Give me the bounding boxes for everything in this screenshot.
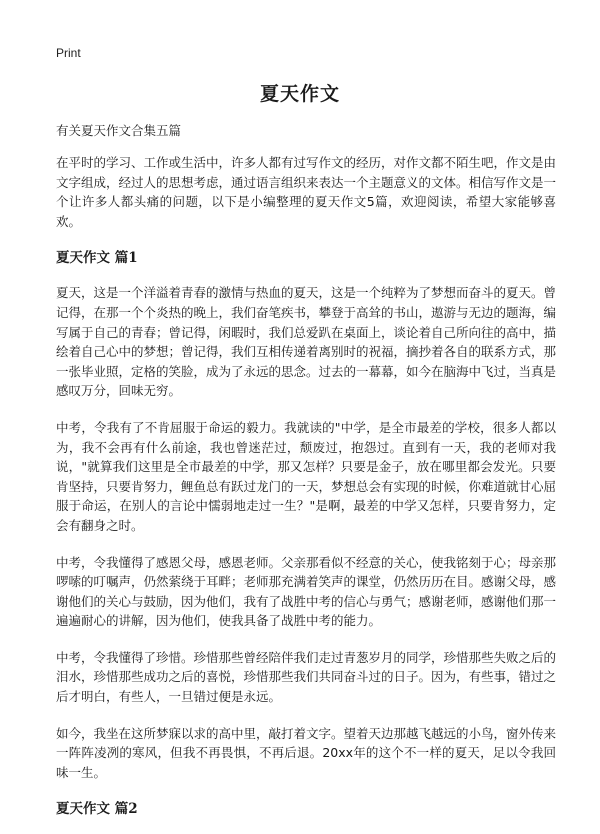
section-heading-1: 夏天作文 篇1 [56, 250, 138, 267]
article-subtitle: 有关夏天作文合集五篇 [56, 123, 182, 138]
section-1-paragraph-5: 如今，我坐在这所梦寐以求的高中里，敲打着文字。望着天边那越飞越远的小鸟，窗外传来一阵阵凌冽的寒风，但我不再畏惧，不再后退。20xx年的这个不一样的夏天，足以令我回味一生。 [56, 725, 557, 780]
print-link[interactable]: Print [56, 46, 81, 60]
article-body [56, 121, 556, 834]
intro-paragraph: 在平时的学习、工作或生活中，许多人都有过写作文的经历，对作文都不陌生吧，作文是由文字组成，经过人的思想考虑，通过语言组织来表达一个主题意义的文体。相信写作文是一个让许多人都头痛的问题，以下是小编整理的夏天作文5篇，欢迎阅读，希望大家能够喜欢。 [56, 155, 557, 229]
section-1-paragraph-1: 夏天，这是一个洋溢着青春的激情与热血的夏天，这是一个纯粹为了梦想而奋斗的夏天。曾记得，在那一个个炎热的晚上，我们奋笔疾书，攀登于高耸的书山，遨游与无边的题海，编写属于自己的青春；曾记得，闲暇时，我们总爱趴在桌面上，谈论着自己所向往的高中，描绘着自己心中的梦想；曾记得，我们互相传递着离别时的祝福，摘抄着各自的联系方式，那一张毕业照，定格的笑脸，成为了永远的思念。过去的一幕幕，如今在脑海中飞过，当真是感叹万分，回味无穷。 [56, 285, 557, 399]
section-heading-2: 夏天作文 篇2 [56, 801, 138, 818]
section-1-paragraph-4: 中考，令我懂得了珍惜。珍惜那些曾经陪伴我们走过青葱岁月的同学，珍惜那些失败之后的泪水，珍惜那些成功之后的喜悦，珍惜那些我们共同奋斗过的日子。因为，有些事，错过之后才明白，有些人，一旦错过便是永远。 [56, 649, 557, 705]
page-title: 夏天作文 [259, 83, 340, 105]
section-1-paragraph-3: 中考，令我懂得了感恩父母，感恩老师。父亲那看似不经意的关心，使我铭刻于心；母亲那啰嗦的叮嘱声，仍然萦绕于耳畔；老师那充满着笑声的课堂，仍然历历在目。感谢父母，感谢他们的关心与鼓励，因为他们，我有了战胜中考的信心与勇气；感谢老师，感谢他们那一遍遍耐心的讲解，因为他们，使我具备了战胜中考的能力。 [56, 554, 557, 629]
section-1-paragraph-2: 中考，令我有了不肯屈服于命运的毅力。我就读的"中学，是全市最差的学校，很多人都以为，我不会再有什么前途，我也曾迷茫过，颓废过，抱怨过。直到有一天，我的老师对我说，"就算我们这里是全市最差的中学，那又怎样？只要是金子，放在哪里都会发光。只要肯坚持，只要肯努力，鲤鱼总有跃过龙门的一天，梦想总会有实现的时候，你难道就甘心屈服于命运，在别人的言论中懦弱地走过一生？"是啊，最差的中学又怎样，只要肯努力，定会有翻身之时。 [56, 419, 557, 533]
